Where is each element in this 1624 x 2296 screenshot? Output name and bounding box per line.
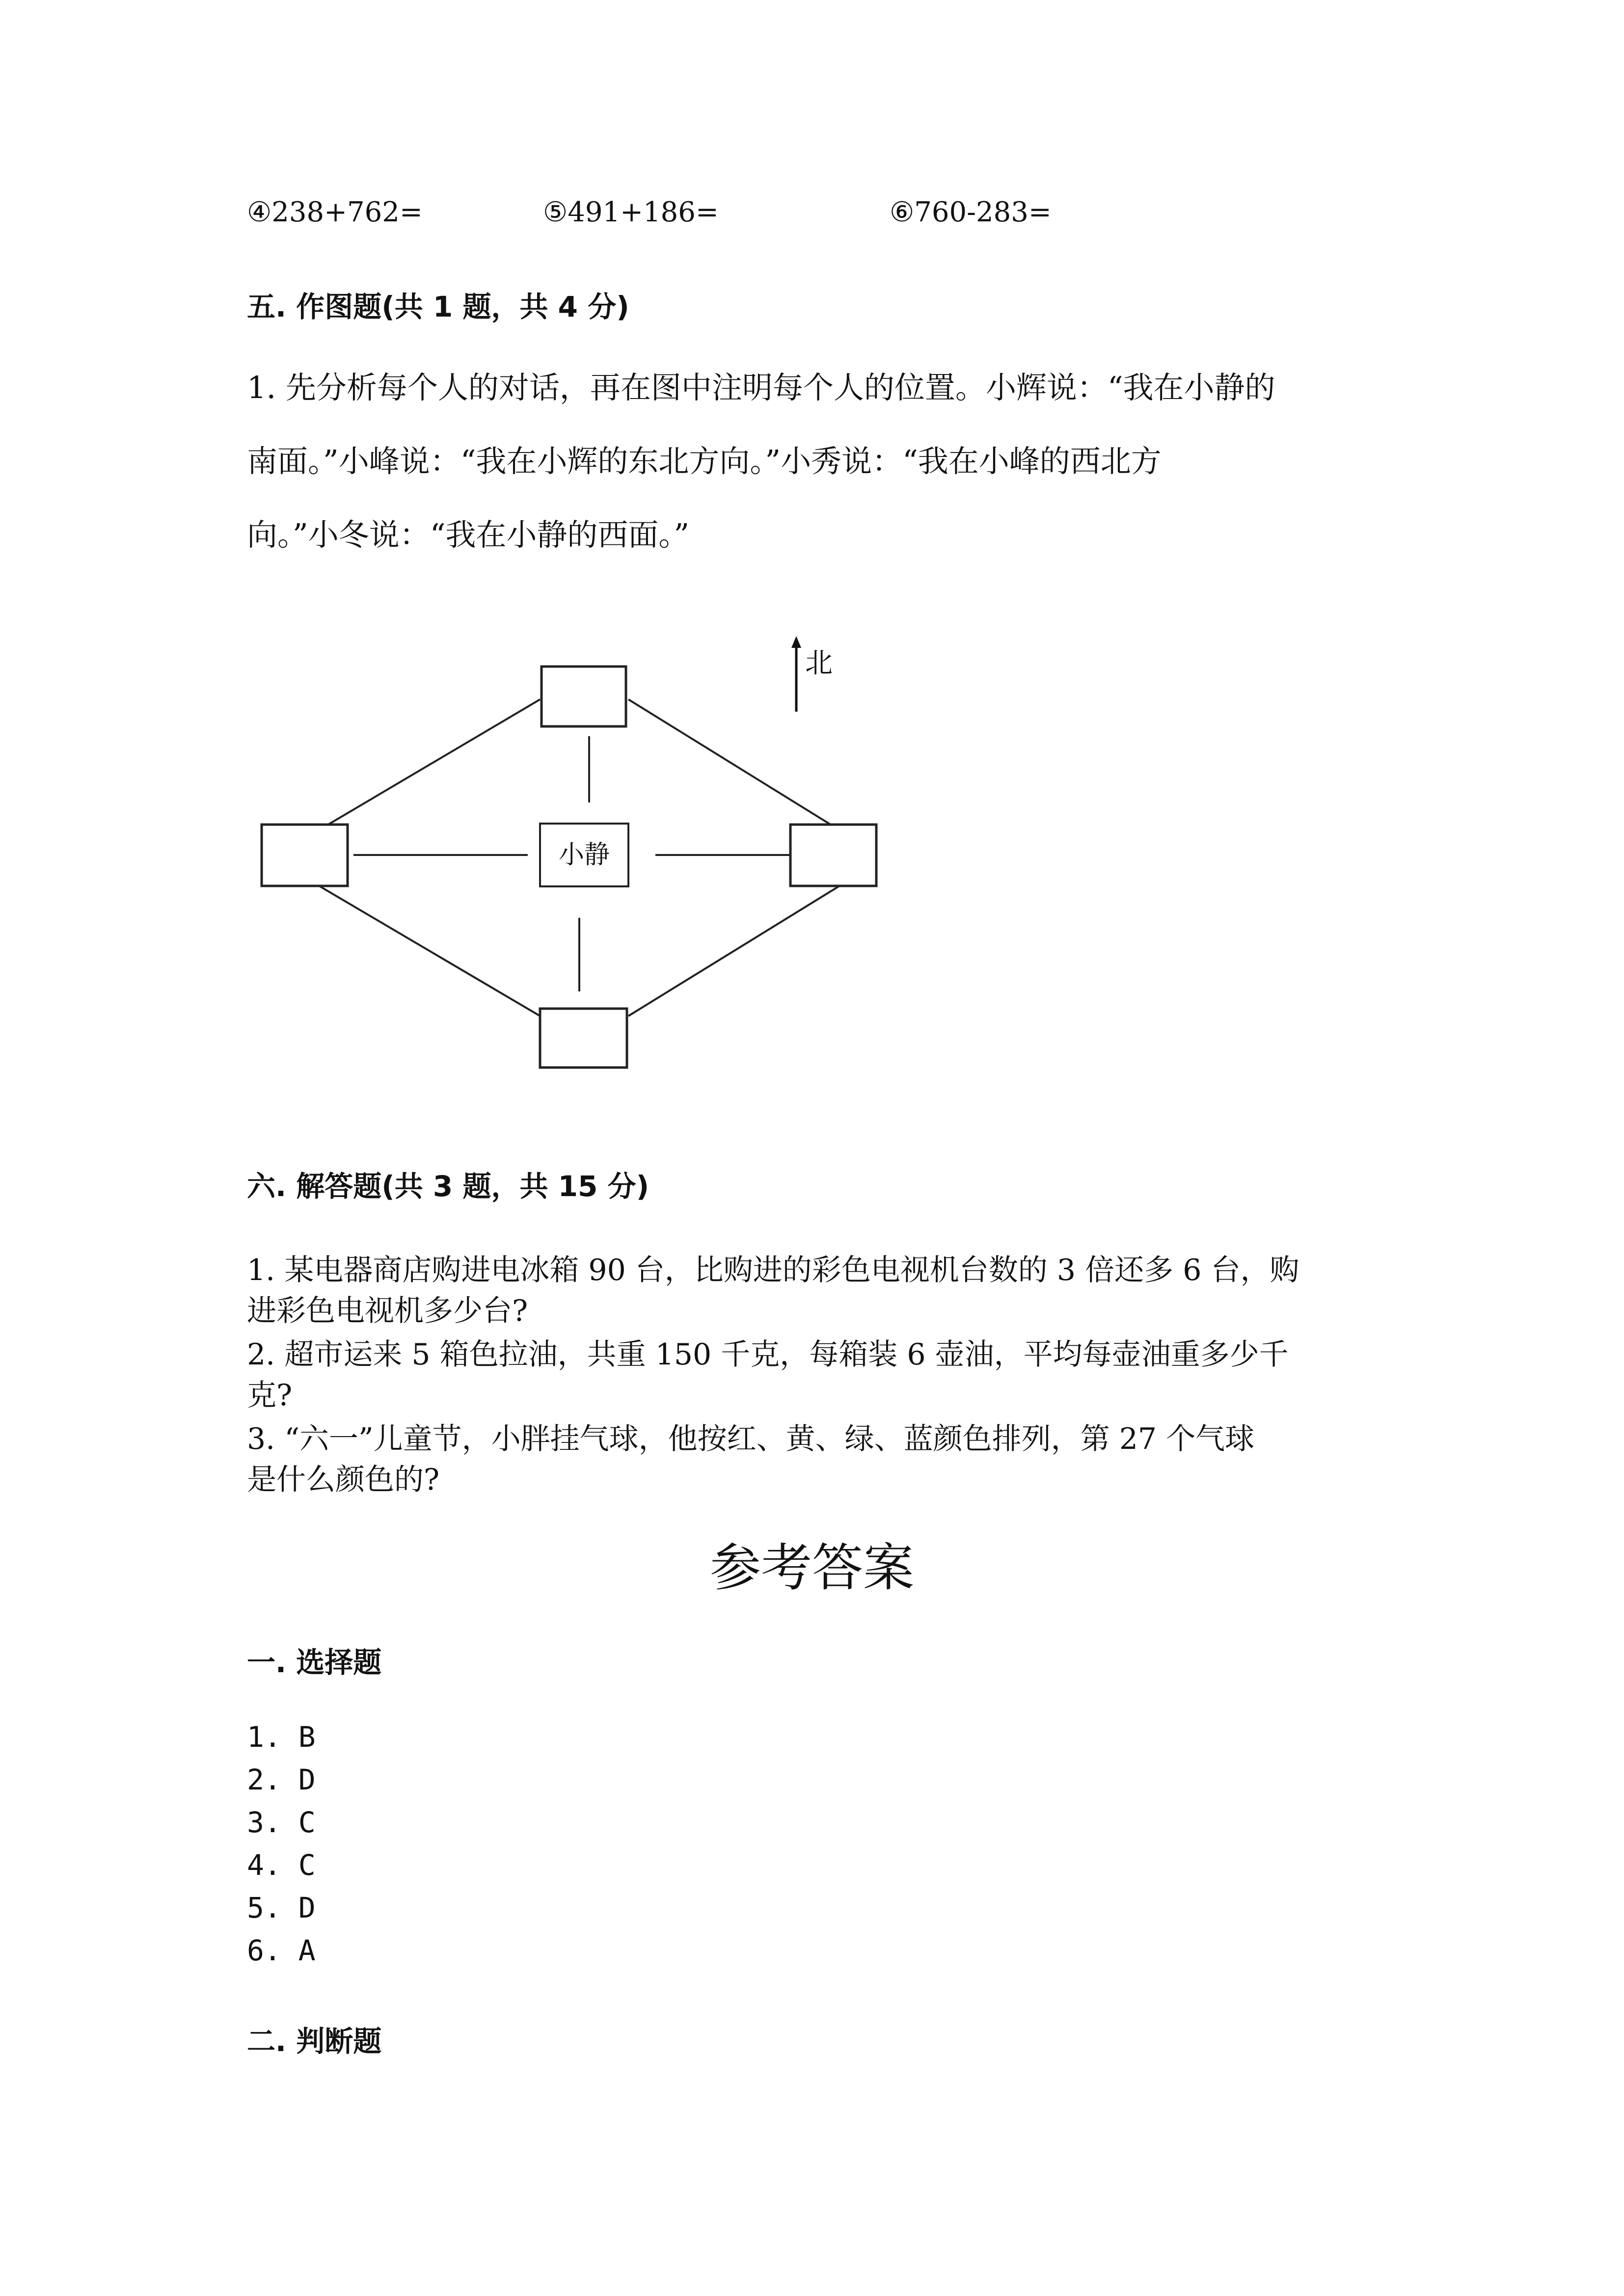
direction-diagram <box>245 618 893 1085</box>
section5-q1-line2: 南面。”小峰说：“我在小辉的东北方向。”小秀说：“我在小峰的西北方 <box>247 443 1162 479</box>
edge-top-left <box>324 699 540 827</box>
section6-q1-line2: 进彩色电视机多少台? <box>247 1294 528 1328</box>
section5-q1-line1: 1. 先分析每个人的对话，再在图中注明每个人的位置。小辉说：“我在小静的 <box>247 370 1275 405</box>
top-blank-box <box>541 667 626 726</box>
answer-item: 2. D <box>247 1763 316 1796</box>
calc-item-4: ④238+762= <box>247 196 423 228</box>
north-arrow-icon <box>791 636 801 712</box>
section6-q3-line1: 3. “六一”儿童节，小胖挂气球，他按红、黄、绿、蓝颜色排列，第 27 个气球 <box>247 1422 1255 1456</box>
section5-heading: 五. 作图题(共 1 题，共 4 分) <box>247 290 629 323</box>
section6-q3-line2: 是什么颜色的? <box>247 1463 440 1497</box>
center-label: 小静 <box>558 840 610 870</box>
section6-q1-line1: 1. 某电器商店购进电冰箱 90 台，比购进的彩色电视机台数的 3 倍还多 6 台，购 <box>247 1253 1299 1287</box>
answers-title: 参考答案 <box>709 1538 914 1598</box>
section6-heading: 六. 解答题(共 3 题，共 15 分) <box>247 1170 650 1203</box>
section6-q2-line1: 2. 超市运来 5 箱色拉油，共重 150 千克，每箱装 6 壶油，平均每壶油重多少千 <box>247 1337 1289 1372</box>
calc-item-5: ⑤491+186= <box>543 196 719 228</box>
edge-top-right <box>628 699 835 827</box>
answer-item: 5. D <box>247 1891 316 1924</box>
section5-q1-line3: 向。”小冬说：“我在小静的西面。” <box>247 517 690 553</box>
edge-bottom-right <box>628 886 839 1016</box>
left-blank-box <box>262 825 348 886</box>
section6-q2-line2: 克? <box>247 1378 293 1413</box>
answer-item: 4. C <box>247 1848 316 1882</box>
answers-section2-heading: 二. 判断题 <box>247 2025 382 2058</box>
north-label: 北 <box>805 647 833 679</box>
answer-item: 3. C <box>247 1806 316 1839</box>
bottom-blank-box <box>540 1009 627 1068</box>
answers-section1-heading: 一. 选择题 <box>247 1646 382 1679</box>
answer-item: 6. A <box>247 1934 316 1967</box>
calc-item-6: ⑥760-283= <box>890 196 1052 228</box>
edge-bottom-left <box>319 886 540 1016</box>
answer-item: 1. B <box>247 1720 316 1754</box>
right-blank-box <box>790 825 876 886</box>
